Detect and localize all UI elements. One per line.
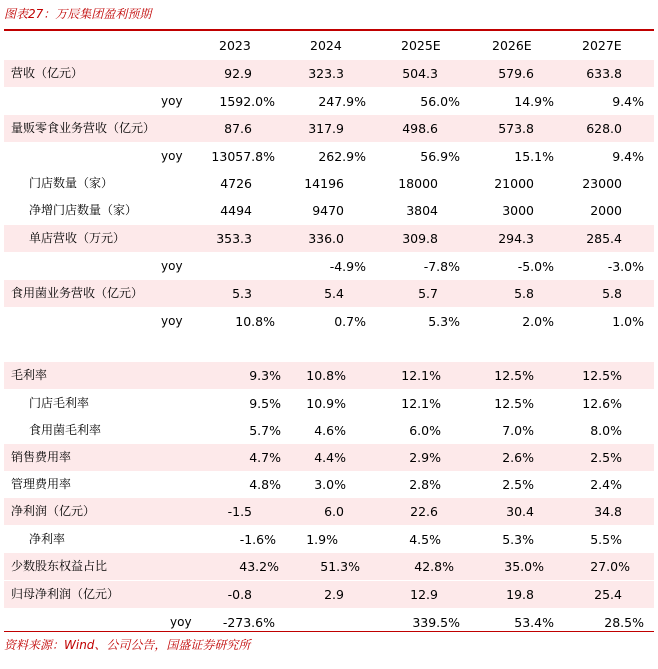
- cell-2025e: 56.9%: [420, 149, 460, 164]
- cell-2024: -4.9%: [329, 259, 366, 274]
- top-rule: [4, 29, 654, 31]
- cell-2026e: 12.5%: [494, 368, 534, 383]
- row-label: 量贩零食业务营收（亿元）: [11, 121, 156, 135]
- cell-2026e: 14.9%: [514, 94, 554, 109]
- column-header-2026e: 2026E: [492, 38, 532, 53]
- cell-2027e: 1.0%: [612, 314, 644, 329]
- cell-2024: 1.9%: [306, 532, 338, 547]
- cell-2025e: 12.1%: [401, 396, 441, 411]
- cell-2027e: 27.0%: [590, 559, 630, 574]
- table-row-snack-yoy: [4, 143, 654, 170]
- row-label: yoy: [170, 615, 192, 629]
- source-note: 资料来源：Wind、公司公告，国盛证券研究所: [4, 638, 251, 652]
- row-label: 净利率: [29, 532, 66, 546]
- table-row-spacer: [4, 335, 654, 362]
- row-label: 管理费用率: [11, 477, 72, 491]
- table-row-per-store-yoy: [4, 253, 654, 280]
- table-row-mushroom-yoy: [4, 308, 654, 335]
- cell-2026e: 15.1%: [514, 149, 554, 164]
- cell-2025e: 3804: [406, 203, 438, 218]
- row-label: 销售费用率: [11, 450, 72, 464]
- cell-2024: 9470: [312, 203, 344, 218]
- cell-2027e: 2000: [590, 203, 622, 218]
- cell-2026e: 12.5%: [494, 396, 534, 411]
- cell-2023: 5.7%: [249, 423, 281, 438]
- row-label: yoy: [161, 94, 183, 108]
- cell-2027e: 34.8: [594, 504, 622, 519]
- cell-2023: 4.7%: [249, 450, 281, 465]
- cell-2025e: -7.8%: [423, 259, 460, 274]
- cell-2027e: 633.8: [586, 66, 622, 81]
- table-header: [4, 33, 654, 59]
- table-row-gross-margin: [4, 362, 654, 389]
- cell-2027e: 8.0%: [590, 423, 622, 438]
- cell-2025e: 12.9: [410, 587, 438, 602]
- table-row-snack-revenue: [4, 115, 654, 142]
- cell-2023: 4.8%: [249, 477, 281, 492]
- cell-2023: 1592.0%: [219, 94, 275, 109]
- table-row-mushroom-gross-margin: [4, 417, 654, 444]
- cell-2026e: 35.0%: [504, 559, 544, 574]
- cell-2024: 262.9%: [318, 149, 366, 164]
- table-row-selling-expense-ratio: [4, 444, 654, 471]
- row-label: yoy: [161, 314, 183, 328]
- row-label: 净增门店数量（家）: [29, 203, 138, 217]
- cell-2023: -273.6%: [222, 615, 275, 630]
- cell-2027e: 2.4%: [590, 477, 622, 492]
- cell-2026e: 5.8: [514, 286, 534, 301]
- row-label: 食用菌毛利率: [29, 423, 102, 437]
- row-label: 归母净利润（亿元）: [11, 587, 120, 601]
- cell-2023: 9.3%: [249, 368, 281, 383]
- row-label: yoy: [161, 149, 183, 163]
- cell-2026e: 7.0%: [502, 423, 534, 438]
- cell-2025e: 2.9%: [409, 450, 441, 465]
- cell-2027e: 23000: [582, 176, 622, 191]
- cell-2025e: 12.1%: [401, 368, 441, 383]
- cell-2025e: 18000: [398, 176, 438, 191]
- cell-2027e: 285.4: [586, 231, 622, 246]
- cell-2026e: -5.0%: [517, 259, 554, 274]
- row-label: 少数股东权益占比: [11, 559, 108, 573]
- cell-2024: 336.0: [308, 231, 344, 246]
- cell-2025e: 4.5%: [409, 532, 441, 547]
- cell-2025e: 498.6: [402, 121, 438, 136]
- cell-2024: 51.3%: [320, 559, 360, 574]
- cell-2027e: 9.4%: [612, 94, 644, 109]
- column-header-2025e: 2025E: [401, 38, 441, 53]
- cell-2023: 4494: [220, 203, 252, 218]
- cell-2026e: 5.3%: [502, 532, 534, 547]
- cell-2027e: 5.5%: [590, 532, 622, 547]
- cell-2025e: 56.0%: [420, 94, 460, 109]
- cell-2026e: 19.8: [506, 587, 534, 602]
- column-header-2023: 2023: [219, 38, 251, 53]
- cell-2027e: 9.4%: [612, 149, 644, 164]
- cell-2024: 10.9%: [306, 396, 346, 411]
- cell-2025e: 22.6: [410, 504, 438, 519]
- column-header-2024: 2024: [310, 38, 342, 53]
- cell-2024: 4.4%: [314, 450, 346, 465]
- cell-2023: -1.5: [227, 504, 252, 519]
- cell-2024: 323.3: [308, 66, 344, 81]
- cell-2024: 0.7%: [334, 314, 366, 329]
- cell-2024: 10.8%: [306, 368, 346, 383]
- row-label: 食用菌业务营收（亿元）: [11, 286, 144, 300]
- cell-2026e: 294.3: [498, 231, 534, 246]
- row-label: yoy: [161, 259, 183, 273]
- bottom-rule: [4, 631, 654, 632]
- row-label: 营收（亿元）: [11, 66, 84, 80]
- table-row-store-count: [4, 170, 654, 197]
- cell-2024: 247.9%: [318, 94, 366, 109]
- cell-2023: -0.8: [227, 587, 252, 602]
- cell-2024: 14196: [304, 176, 344, 191]
- table-row-net-margin: [4, 526, 654, 553]
- row-label: 净利润（亿元）: [11, 504, 96, 518]
- cell-2024: 6.0: [324, 504, 344, 519]
- table-row-revenue-yoy: [4, 88, 654, 115]
- cell-2023: -1.6%: [239, 532, 276, 547]
- cell-2027e: 25.4: [594, 587, 622, 602]
- cell-2024: 317.9: [308, 121, 344, 136]
- cell-2026e: 21000: [494, 176, 534, 191]
- table-row-revenue: [4, 60, 654, 87]
- cell-2026e: 2.0%: [522, 314, 554, 329]
- cell-2023: 9.5%: [249, 396, 281, 411]
- row-label: 毛利率: [11, 368, 48, 382]
- cell-2023: 92.9: [224, 66, 252, 81]
- cell-2024: 2.9: [324, 587, 344, 602]
- table-row-net-profit: [4, 498, 654, 525]
- cell-2026e: 3000: [502, 203, 534, 218]
- table-row-store-gross-margin: [4, 390, 654, 417]
- cell-2026e: 30.4: [506, 504, 534, 519]
- cell-2025e: 309.8: [402, 231, 438, 246]
- cell-2027e: 2.5%: [590, 450, 622, 465]
- cell-2023: 353.3: [216, 231, 252, 246]
- table-row-attributable-net-profit: [4, 581, 654, 608]
- cell-2025e: 504.3: [402, 66, 438, 81]
- cell-2027e: 12.5%: [582, 368, 622, 383]
- cell-2024: 4.6%: [314, 423, 346, 438]
- column-header-2027e: 2027E: [582, 38, 622, 53]
- cell-2025e: 2.8%: [409, 477, 441, 492]
- cell-2026e: 579.6: [498, 66, 534, 81]
- cell-2026e: 573.8: [498, 121, 534, 136]
- cell-2023: 87.6: [224, 121, 252, 136]
- cell-2023: 4726: [220, 176, 252, 191]
- cell-2023: 5.3: [232, 286, 252, 301]
- cell-2027e: 12.6%: [582, 396, 622, 411]
- table-caption: 图表27：万辰集团盈利预期: [4, 7, 152, 21]
- cell-2023: 13057.8%: [211, 149, 275, 164]
- row-label: 单店营收（万元）: [29, 231, 126, 245]
- cell-2025e: 42.8%: [414, 559, 454, 574]
- cell-2025e: 5.3%: [428, 314, 460, 329]
- cell-2026e: 2.6%: [502, 450, 534, 465]
- cell-2024: 3.0%: [314, 477, 346, 492]
- cell-2024: 5.4: [324, 286, 344, 301]
- cell-2025e: 6.0%: [409, 423, 441, 438]
- table-row-net-new-stores: [4, 197, 654, 224]
- cell-2025e: 339.5%: [412, 615, 460, 630]
- cell-2026e: 2.5%: [502, 477, 534, 492]
- row-label: 门店数量（家）: [29, 176, 114, 190]
- cell-2027e: -3.0%: [607, 259, 644, 274]
- table-row-per-store-revenue: [4, 225, 654, 252]
- cell-2025e: 5.7: [418, 286, 438, 301]
- cell-2023: 10.8%: [235, 314, 275, 329]
- table-row-admin-expense-ratio: [4, 471, 654, 498]
- cell-2023: 43.2%: [239, 559, 279, 574]
- cell-2027e: 5.8: [602, 286, 622, 301]
- table-row-mushroom-revenue: [4, 280, 654, 307]
- cell-2027e: 628.0: [586, 121, 622, 136]
- cell-2027e: 28.5%: [604, 615, 644, 630]
- cell-2026e: 53.4%: [514, 615, 554, 630]
- row-label: 门店毛利率: [29, 396, 90, 410]
- table-row-minority-interest-ratio: [4, 553, 654, 580]
